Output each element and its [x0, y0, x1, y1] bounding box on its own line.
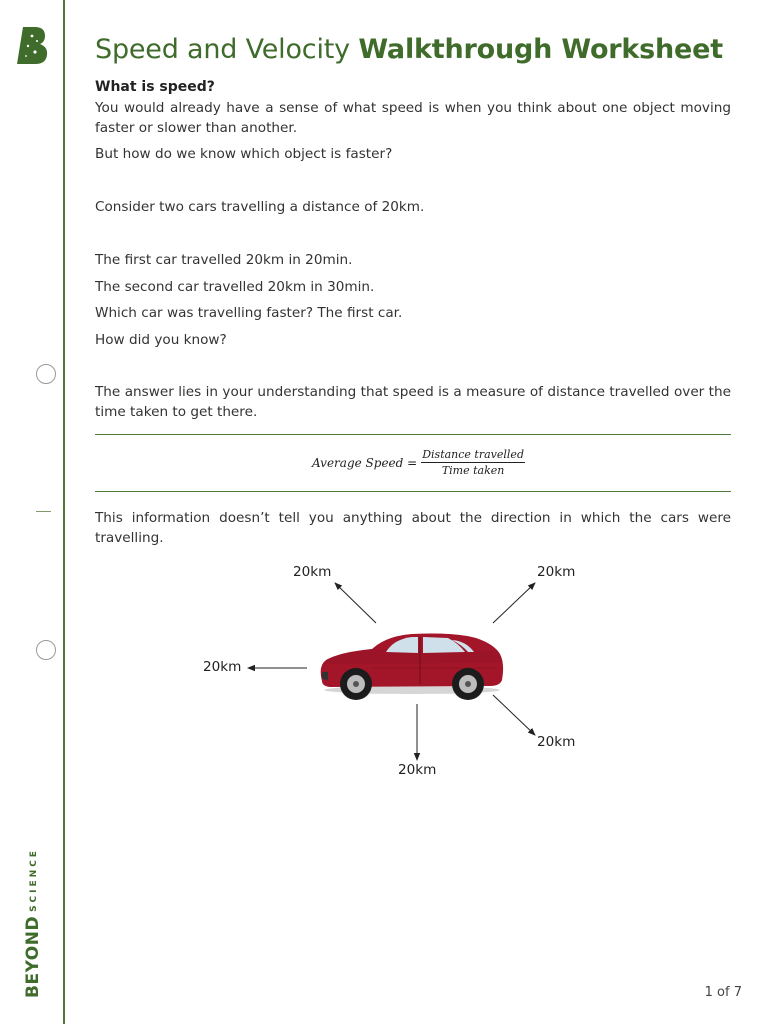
paragraph-second-car: The second car travelled 20km in 30min.: [95, 278, 375, 295]
page-number: 1 of 7: [704, 985, 742, 1000]
paragraph-direction: This information doesn’t tell you anything about the direction in which the cars were travelling.: [95, 510, 731, 546]
formula-lhs: Average Speed =: [312, 455, 418, 470]
brand-wordmark: [23, 848, 43, 998]
formula-rule-bottom: [95, 491, 731, 492]
fold-mark: [36, 511, 51, 512]
formula-numerator: Distance travelled: [422, 448, 524, 461]
red-car-icon: [321, 634, 503, 701]
paragraph-answer: The answer lies in your understanding that speed is a measure of distance travelled over the time taken to get there.: [95, 384, 731, 420]
section-heading: What is speed?: [95, 79, 215, 95]
worksheet-content: [95, 34, 731, 422]
formula-denominator: Time taken: [441, 464, 505, 477]
arrow-top-right: [493, 583, 535, 623]
paragraph-which-faster: Which car was travelling faster? The first car.: [95, 305, 403, 321]
formula-rule-top: [95, 434, 731, 435]
binder-hole-top: [36, 364, 56, 384]
page-title: [95, 34, 731, 65]
brand-main: BEYOND: [23, 915, 43, 998]
beyond-science-logo-icon: [15, 24, 51, 66]
title-light: Speed and Velocity: [95, 34, 350, 65]
brand-sub: SCIENCE: [29, 848, 39, 912]
label-bottom-right: 20km: [537, 734, 576, 750]
title-bold: Walkthrough Worksheet: [358, 34, 723, 65]
paragraph-question: But how do we know which object is faster?: [95, 146, 393, 162]
label-top-right: 20km: [537, 564, 576, 580]
paragraph-consider: Consider two cars travelling a distance of 20km.: [95, 198, 425, 215]
average-speed-formula: [312, 448, 525, 477]
label-top-left: 20km: [293, 564, 332, 580]
paragraph-first-car: The first car travelled 20km in 20min.: [95, 252, 353, 268]
arrow-top-left: [335, 583, 376, 623]
margin-line: [63, 0, 65, 1024]
formula-fraction: [421, 448, 525, 477]
paragraph-intro: You would already have a sense of what speed is when you think about one object moving faster or slower than another.: [95, 100, 731, 136]
label-bottom: 20km: [398, 762, 437, 778]
arrow-bottom-right: [493, 695, 535, 735]
paragraph-how-know: How did you know?: [95, 331, 227, 348]
label-left: 20km: [203, 659, 242, 675]
binder-hole-bottom: [36, 640, 56, 660]
